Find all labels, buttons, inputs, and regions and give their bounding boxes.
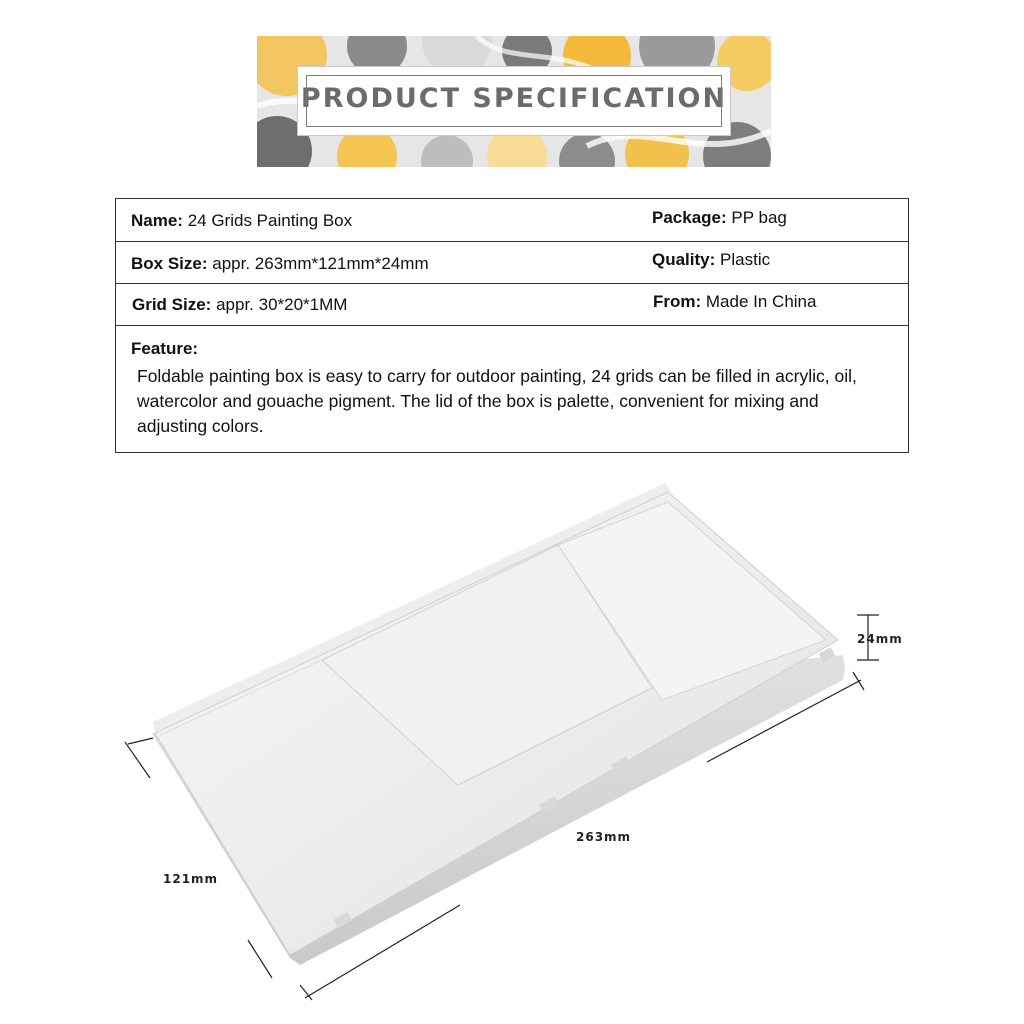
width-dimension-label: 121mm — [163, 872, 219, 886]
spec-origin-label: From: — [653, 292, 702, 311]
spec-name — [131, 211, 352, 231]
spec-grid-size — [132, 295, 347, 315]
spec-name-label: Name: — [131, 211, 183, 230]
length-dimension-label: 263mm — [576, 830, 632, 844]
feature-label: Feature: — [131, 339, 199, 358]
spec-box-size-value: appr. 263mm*121mm*24mm — [207, 254, 429, 273]
spec-row — [116, 242, 908, 284]
spec-quality — [652, 250, 770, 270]
spec-origin — [653, 292, 816, 312]
spec-row — [116, 284, 908, 326]
spec-grid-size-value: appr. 30*20*1MM — [211, 295, 348, 314]
feature-description: Foldable painting box is easy to carry for outdoor painting, 24 grids can be filled in acrylic, oil, watercolor and gouache pigment. The lid of the box is palette, convenient for mixing and adjusting colors. — [137, 366, 857, 436]
product-specification-banner — [257, 36, 771, 167]
spec-box-size-label: Box Size: — [131, 254, 208, 273]
height-dimension-label: 24mm — [857, 632, 903, 646]
spec-package-label: Package: — [652, 208, 727, 227]
specification-table — [115, 198, 909, 453]
banner-title: PRODUCT SPECIFICATION — [300, 83, 728, 114]
spec-origin-value: Made In China — [701, 292, 817, 311]
painting-box-photo — [0, 470, 1024, 1024]
spec-name-value: 24 Grids Painting Box — [182, 211, 353, 230]
spec-package-value: PP bag — [726, 208, 787, 227]
spec-row — [116, 199, 908, 242]
spec-package — [652, 208, 787, 228]
spec-box-size — [131, 254, 429, 274]
banner-title-frame — [297, 66, 731, 136]
spec-quality-value: Plastic — [715, 250, 771, 269]
spec-quality-label: Quality: — [652, 250, 716, 269]
spec-grid-size-label: Grid Size: — [132, 295, 212, 314]
